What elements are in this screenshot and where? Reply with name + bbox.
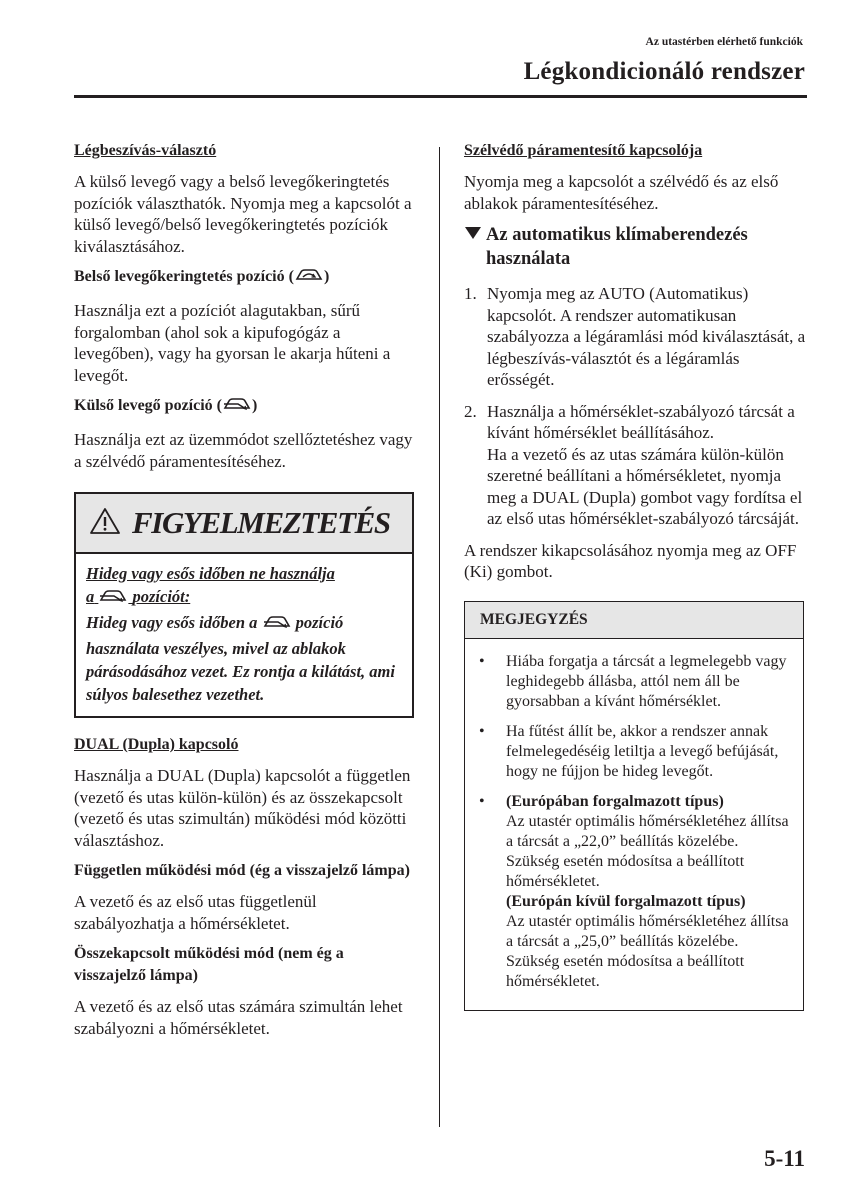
- outside-air-icon: [98, 587, 128, 611]
- note-box: [464, 601, 804, 1011]
- page-title: Légkondicionáló rendszer: [523, 58, 805, 85]
- warning-line-1: Hideg vagy esős időben ne használja: [86, 564, 335, 583]
- combined-mode-text: A vezető és az első utas számára szimultán lehet szabályozni a hőmérsékletet.: [74, 997, 403, 1038]
- note-item-content: [506, 792, 791, 992]
- recirculation-heading: [74, 266, 418, 291]
- recirculation-icon: [294, 266, 324, 291]
- step-text: Használja a hőmérséklet-szabályozó tárcsát a kívánt hőmérséklet beállításához.: [487, 401, 795, 442]
- chapter-label: Az utastérben elérhető funkciók: [645, 36, 803, 48]
- note-item-text: Hiába forgatja a tárcsát a legmelegebb vagy leghidegebb állásba, attól nem áll be gyorsabban a kívánt hőmérséklet.: [506, 652, 787, 710]
- bullet-icon: •: [479, 792, 485, 810]
- step-item: [464, 401, 806, 530]
- warning-line-2-pre: a: [86, 587, 95, 606]
- note-item: [475, 722, 791, 782]
- note-item-text: Az utastér optimális hőmérsékletéhez állítsa a tárcsát a „25,0” beállítás közelébe. Szükség esetén módosítsa a beállított hőmérsékletet.: [506, 912, 789, 990]
- dual-switch-heading: DUAL (Dupla) kapcsoló: [74, 736, 239, 753]
- column-divider: [439, 147, 440, 1127]
- warning-line-2: [86, 585, 402, 611]
- note-item: [475, 652, 791, 712]
- note-item-text: Az utastér optimális hőmérsékletéhez állítsa a tárcsát a „22,0” beállítás közelébe. Szükség esetén módosítsa a beállított hőmérsékletet.: [506, 812, 789, 890]
- steps-list: [464, 283, 806, 530]
- outside-air-heading-close: ): [251, 397, 258, 414]
- off-instruction: A rendszer kikapcsolásához nyomja meg az OFF (Ki) gombot.: [464, 540, 797, 581]
- bullet-icon: •: [479, 722, 485, 740]
- warning-line-3: [86, 611, 402, 637]
- air-intake-heading: Légbeszívás-választó: [74, 142, 217, 159]
- defroster-text: Nyomja meg a kapcsolót a szélvédő és az első ablakok páramentesítéséhez.: [464, 172, 779, 213]
- header-rule: [74, 95, 807, 98]
- warning-header: [76, 494, 412, 554]
- outside-air-heading: [74, 395, 418, 420]
- note-subheading: (Európában forgalmazott típus): [506, 792, 724, 810]
- note-item: [475, 792, 791, 992]
- warning-line-2-post: pozíciót:: [132, 587, 191, 606]
- warning-line-3-post: pozíció: [295, 613, 344, 632]
- outside-air-text: Használja ezt az üzemmódot szellőztetéshez vagy a szélvédő páramentesítéséhez.: [74, 430, 413, 471]
- warning-body: [76, 554, 412, 716]
- warning-box: [74, 492, 414, 718]
- step-text: Nyomja meg az AUTO (Automatikus) kapcsolót. A rendszer automatikusan szabályozza a légáramlási mód kiválasztását, a légbeszívás-választót és a légáramlás erősségét.: [487, 284, 806, 389]
- warning-title: FIGYELMEZTETÉS: [132, 505, 390, 540]
- recirculation-text: Használja ezt a pozíciót alagutakban, sűrű forgalomban (ahol sok a kipufogógáz a levegőben), vagy ha gyorsan le akarja hűteni a levegőt.: [74, 301, 391, 385]
- auto-climate-heading-text: Az automatikus klímaberendezés használata: [486, 225, 748, 269]
- recirculation-heading-text: Belső levegőkeringtetés pozíció (: [74, 268, 294, 285]
- independent-mode-text: A vezető és az első utas függetlenül szabályozhatja a hőmérsékletet.: [74, 892, 317, 933]
- combined-mode-heading: Összekapcsolt működési mód (nem ég a visszajelző lámpa): [74, 945, 344, 984]
- page-number: 5-11: [764, 1146, 805, 1171]
- air-intake-text: A külső levegő vagy a belső levegőkeringtetés pozíciók választhatók. Nyomja meg a kapcsolót a külső levegő/belső levegőkeringtetés pozíciók kiválasztásához.: [74, 172, 412, 256]
- bullet-icon: •: [479, 652, 485, 670]
- step-content: [487, 401, 806, 530]
- note-item-text: Ha fűtést állít be, akkor a rendszer annak felmelegedéséig letiltja a levegő befújását, hogy ne fújjon be hideg levegőt.: [506, 722, 779, 780]
- step-item: [464, 283, 806, 391]
- outside-air-icon: [222, 395, 252, 420]
- recirculation-heading-close: ): [323, 268, 330, 285]
- outside-air-heading-text: Külső levegő pozíció (: [74, 397, 222, 414]
- note-title: MEGJEGYZÉS: [465, 602, 803, 639]
- note-body: [465, 639, 803, 1010]
- note-subheading: (Európán kívül forgalmazott típus): [506, 892, 746, 910]
- step-number: 2.: [464, 401, 477, 421]
- defroster-heading: Szélvédő páramentesítő kapcsolója: [464, 142, 703, 159]
- warning-rest: használata veszélyes, mivel az ablakok párásodásához vezet. Ez rontja a kilátást, ami súlyos balesethez vezethet.: [86, 639, 395, 704]
- right-column: [464, 140, 806, 1011]
- step-text-continued: Ha a vezető és az utas számára külön-külön szeretné beállítani a hőmérsékletet, nyomja meg a DUAL (Dupla) gombot vagy fordítsa el az első utas hőmérséklet-szabályozó tárcsáját.: [487, 444, 803, 528]
- outside-air-icon: [262, 613, 292, 637]
- left-column: [74, 140, 418, 1048]
- dual-switch-text: Használja a DUAL (Dupla) kapcsolót a független (vezető és utas külön-külön) és az összekapcsolt (vezető és utas szimultán) működési mód közötti választáshoz.: [74, 766, 411, 850]
- step-number: 1.: [464, 284, 477, 303]
- warning-triangle-icon: [88, 506, 122, 541]
- independent-mode-heading: Független működési mód (ég a visszajelző lámpa): [74, 862, 410, 879]
- triangle-bullet-icon: [464, 223, 486, 271]
- warning-line-3-pre: Hideg vagy esős időben a: [86, 613, 258, 632]
- auto-climate-heading: [464, 223, 806, 271]
